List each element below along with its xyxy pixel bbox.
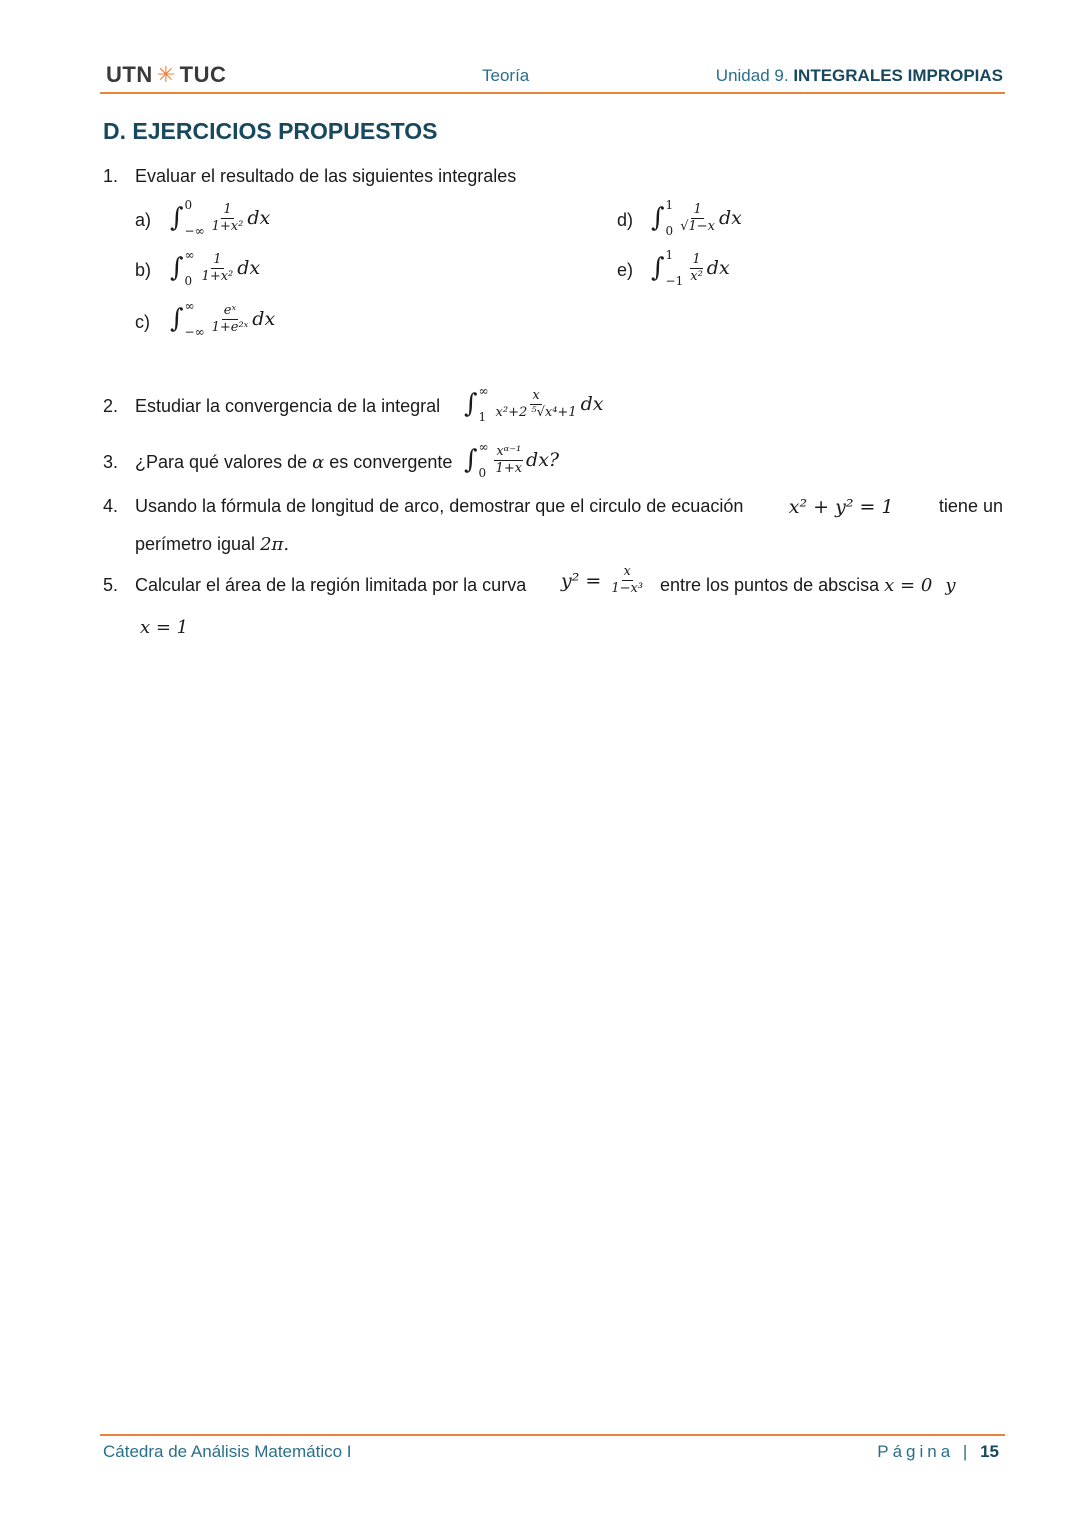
lower-limit: 0 xyxy=(478,466,487,480)
differential: dx xyxy=(237,257,261,279)
logo-tuc-text: TUC xyxy=(179,62,227,87)
lower-limit: 0 xyxy=(665,224,674,238)
differential: dx? xyxy=(526,449,560,471)
exercise-3-formula xyxy=(464,440,559,480)
subitem-a-label: a) xyxy=(135,210,152,230)
numerator: xᵅ⁻¹ xyxy=(496,443,522,459)
lower-limit: −1 xyxy=(665,274,684,288)
upper-limit: ∞ xyxy=(184,299,195,313)
upper-limit: ∞ xyxy=(184,248,195,262)
numerator: 1 xyxy=(213,251,222,267)
subitem-d-formula xyxy=(651,198,742,238)
header-center-text: Teoría xyxy=(482,66,530,85)
differential: dx xyxy=(580,393,604,415)
integral-sign: ∫ xyxy=(170,203,184,233)
subitem-b-label: b) xyxy=(135,260,152,280)
exercise-3-text xyxy=(135,452,452,473)
page-label: Página | xyxy=(877,1442,972,1461)
differential: dx xyxy=(247,207,271,229)
subitem-e-label: e) xyxy=(617,260,634,280)
lower-limit: 0 xyxy=(184,274,193,288)
lower-limit: −∞ xyxy=(184,224,205,238)
integral-sign: ∫ xyxy=(170,253,184,283)
numerator: 1 xyxy=(223,201,232,217)
differential: dx xyxy=(252,308,276,330)
numerator: x xyxy=(623,564,631,579)
exercise-4-number: 4. xyxy=(103,496,119,516)
footer-page xyxy=(877,1442,999,1462)
page-footer xyxy=(100,1434,1005,1461)
perimeter-value: 2π. xyxy=(260,534,290,555)
exercise-3-number: 3. xyxy=(103,452,119,472)
header-unit xyxy=(716,66,1003,86)
section-title: D. EJERCICIOS PROPUESTOS xyxy=(103,118,438,144)
exercise-4-text-c: perímetro igual xyxy=(135,534,256,554)
lower-limit: −∞ xyxy=(184,325,205,339)
upper-limit: 1 xyxy=(665,248,674,262)
exercise-4-line-1 xyxy=(135,496,1003,518)
denominator: 1+x xyxy=(495,460,523,476)
page-header xyxy=(100,60,1005,94)
integral-sign: ∫ xyxy=(651,253,665,283)
numerator: x xyxy=(532,387,540,403)
denominator: x² xyxy=(690,268,703,284)
curve-lhs: y² = xyxy=(561,569,602,592)
conjunction: y xyxy=(945,575,956,596)
circle-equation: x² + y² = 1 xyxy=(788,496,894,518)
exercise-5-formula xyxy=(561,564,647,597)
upper-limit: 0 xyxy=(184,198,193,212)
numerator: 1 xyxy=(693,201,702,217)
exercise-4-text-a: Usando la fórmula de longitud de arco, demostrar que el circulo de ecuación xyxy=(135,496,744,516)
unit-title: INTEGRALES IMPROPIAS xyxy=(793,66,1003,85)
numerator: 1 xyxy=(692,251,701,267)
exercise-4-line-2 xyxy=(135,534,289,555)
integral-sign: ∫ xyxy=(651,203,665,233)
integral-sign: ∫ xyxy=(464,389,478,419)
differential: dx xyxy=(718,207,742,229)
subitem-c-label: c) xyxy=(135,312,150,332)
subitem-c-formula xyxy=(170,299,275,339)
exercise-2-text: Estudiar la convergencia de la integral xyxy=(135,396,441,416)
abscissa-end: x = 1 xyxy=(140,617,189,638)
exercise-3-text-a: ¿Para qué valores de xyxy=(135,452,308,472)
exercise-1-text: Evaluar el resultado de las siguientes integrales xyxy=(135,166,517,186)
integral-sign: ∫ xyxy=(464,445,478,475)
numerator: eˣ xyxy=(223,302,237,318)
lower-limit: 1 xyxy=(478,410,487,424)
exercise-5-text-b-words: entre los puntos de abscisa xyxy=(660,575,880,595)
unit-label: Unidad 9. xyxy=(715,66,789,85)
abscissa-start: x = 0 xyxy=(884,575,933,596)
exercise-1-number: 1. xyxy=(103,166,119,186)
exercise-5-text-a: Calcular el área de la región limitada por la curva xyxy=(135,575,527,595)
denominator: 1+e²ˣ xyxy=(211,319,249,335)
exercise-2-number: 2. xyxy=(103,396,119,416)
denominator: x²+2 ⁵√x⁴+1 xyxy=(495,404,577,420)
denominator: √1−x xyxy=(680,218,715,234)
footer-department: Cátedra de Análisis Matemático I xyxy=(103,1442,352,1461)
exercise-5-number: 5. xyxy=(103,575,119,595)
upper-limit: 1 xyxy=(665,198,674,212)
denominator: 1−x³ xyxy=(611,581,644,596)
denominator: 1+x² xyxy=(211,218,244,234)
subitem-b-formula xyxy=(170,248,260,288)
exercise-3-text-b: es convergente xyxy=(329,452,453,472)
exercise-4-text-b: tiene un xyxy=(938,496,1003,516)
asterisk-icon: ✳ xyxy=(156,62,176,87)
subitem-e-formula xyxy=(651,248,730,288)
utn-tuc-logo xyxy=(106,62,226,88)
exercise-5-text-b xyxy=(660,575,955,596)
page-number: 15 xyxy=(980,1442,999,1461)
upper-limit: ∞ xyxy=(478,440,489,454)
alpha-variable: α xyxy=(312,452,325,473)
integral-sign: ∫ xyxy=(170,304,184,334)
differential: dx xyxy=(706,257,730,279)
denominator: 1+x² xyxy=(201,268,234,284)
exercise-2-formula xyxy=(464,384,603,424)
upper-limit: ∞ xyxy=(478,384,489,398)
logo-utn-text: UTN xyxy=(106,62,153,87)
subitem-a-formula xyxy=(170,198,270,238)
subitem-d-label: d) xyxy=(617,210,634,230)
